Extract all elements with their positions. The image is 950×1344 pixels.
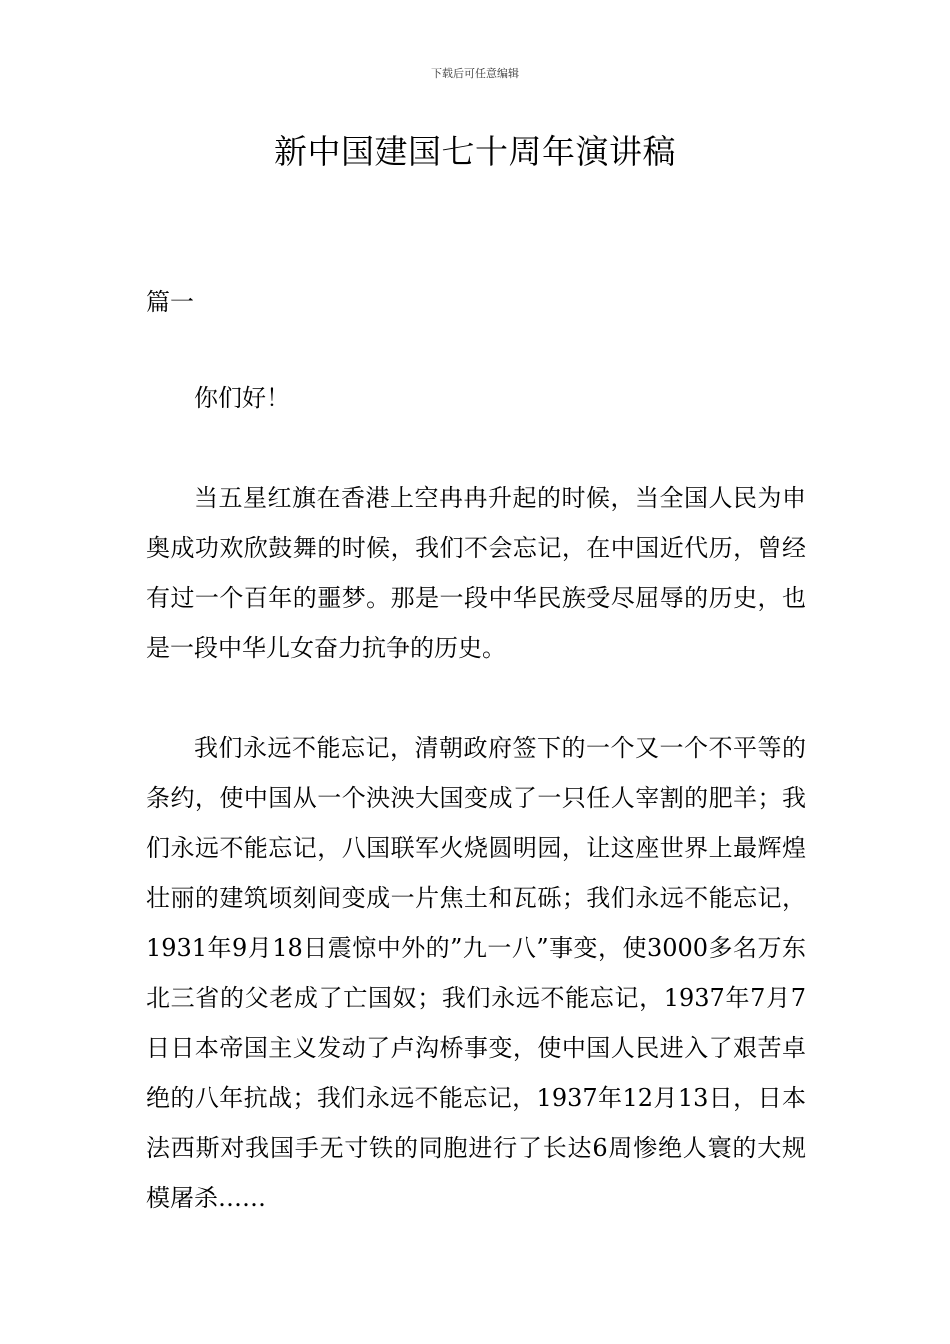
body-paragraph-1: 当五星红旗在香港上空冉冉升起的时候，当全国人民为申奥成功欢欣鼓舞的时候，我们不会忘记，在中国近代历，曾经有过一个百年的噩梦。那是一段中华民族受尽屈辱的历史，也是一段中华儿女奋力抗争的历史。 xyxy=(146,484,806,662)
page-header-note: 下载后可任意编辑 xyxy=(431,67,519,80)
document-title: 新中国建国七十周年演讲稿 xyxy=(274,132,676,171)
section-label: 篇一 xyxy=(146,288,194,316)
body-paragraph-2: 我们永远不能忘记，清朝政府签下的一个又一个不平等的条约，使中国从一个泱泱大国变成了一只任人宰割的肥羊；我们永远不能忘记，八国联军火烧圆明园，让这座世界上最辉煌壮丽的建筑顷刻间变成一片焦土和瓦砾；我们永远不能忘记，1931年9月18日震惊中外的”九一八”事变，使3000多名万东北三省的父老成了亡国奴；我们永远不能忘记，1937年7月7日日本帝国主义发动了卢沟桥事变，使中国人民进入了艰苦卓绝的八年抗战；我们永远不能忘记，1937年12月13日，日本法西斯对我国手无寸铁的同胞进行了长达6周惨绝人寰的大规模屠杀…… xyxy=(146,734,806,1212)
greeting-line: 你们好！ xyxy=(194,384,290,412)
